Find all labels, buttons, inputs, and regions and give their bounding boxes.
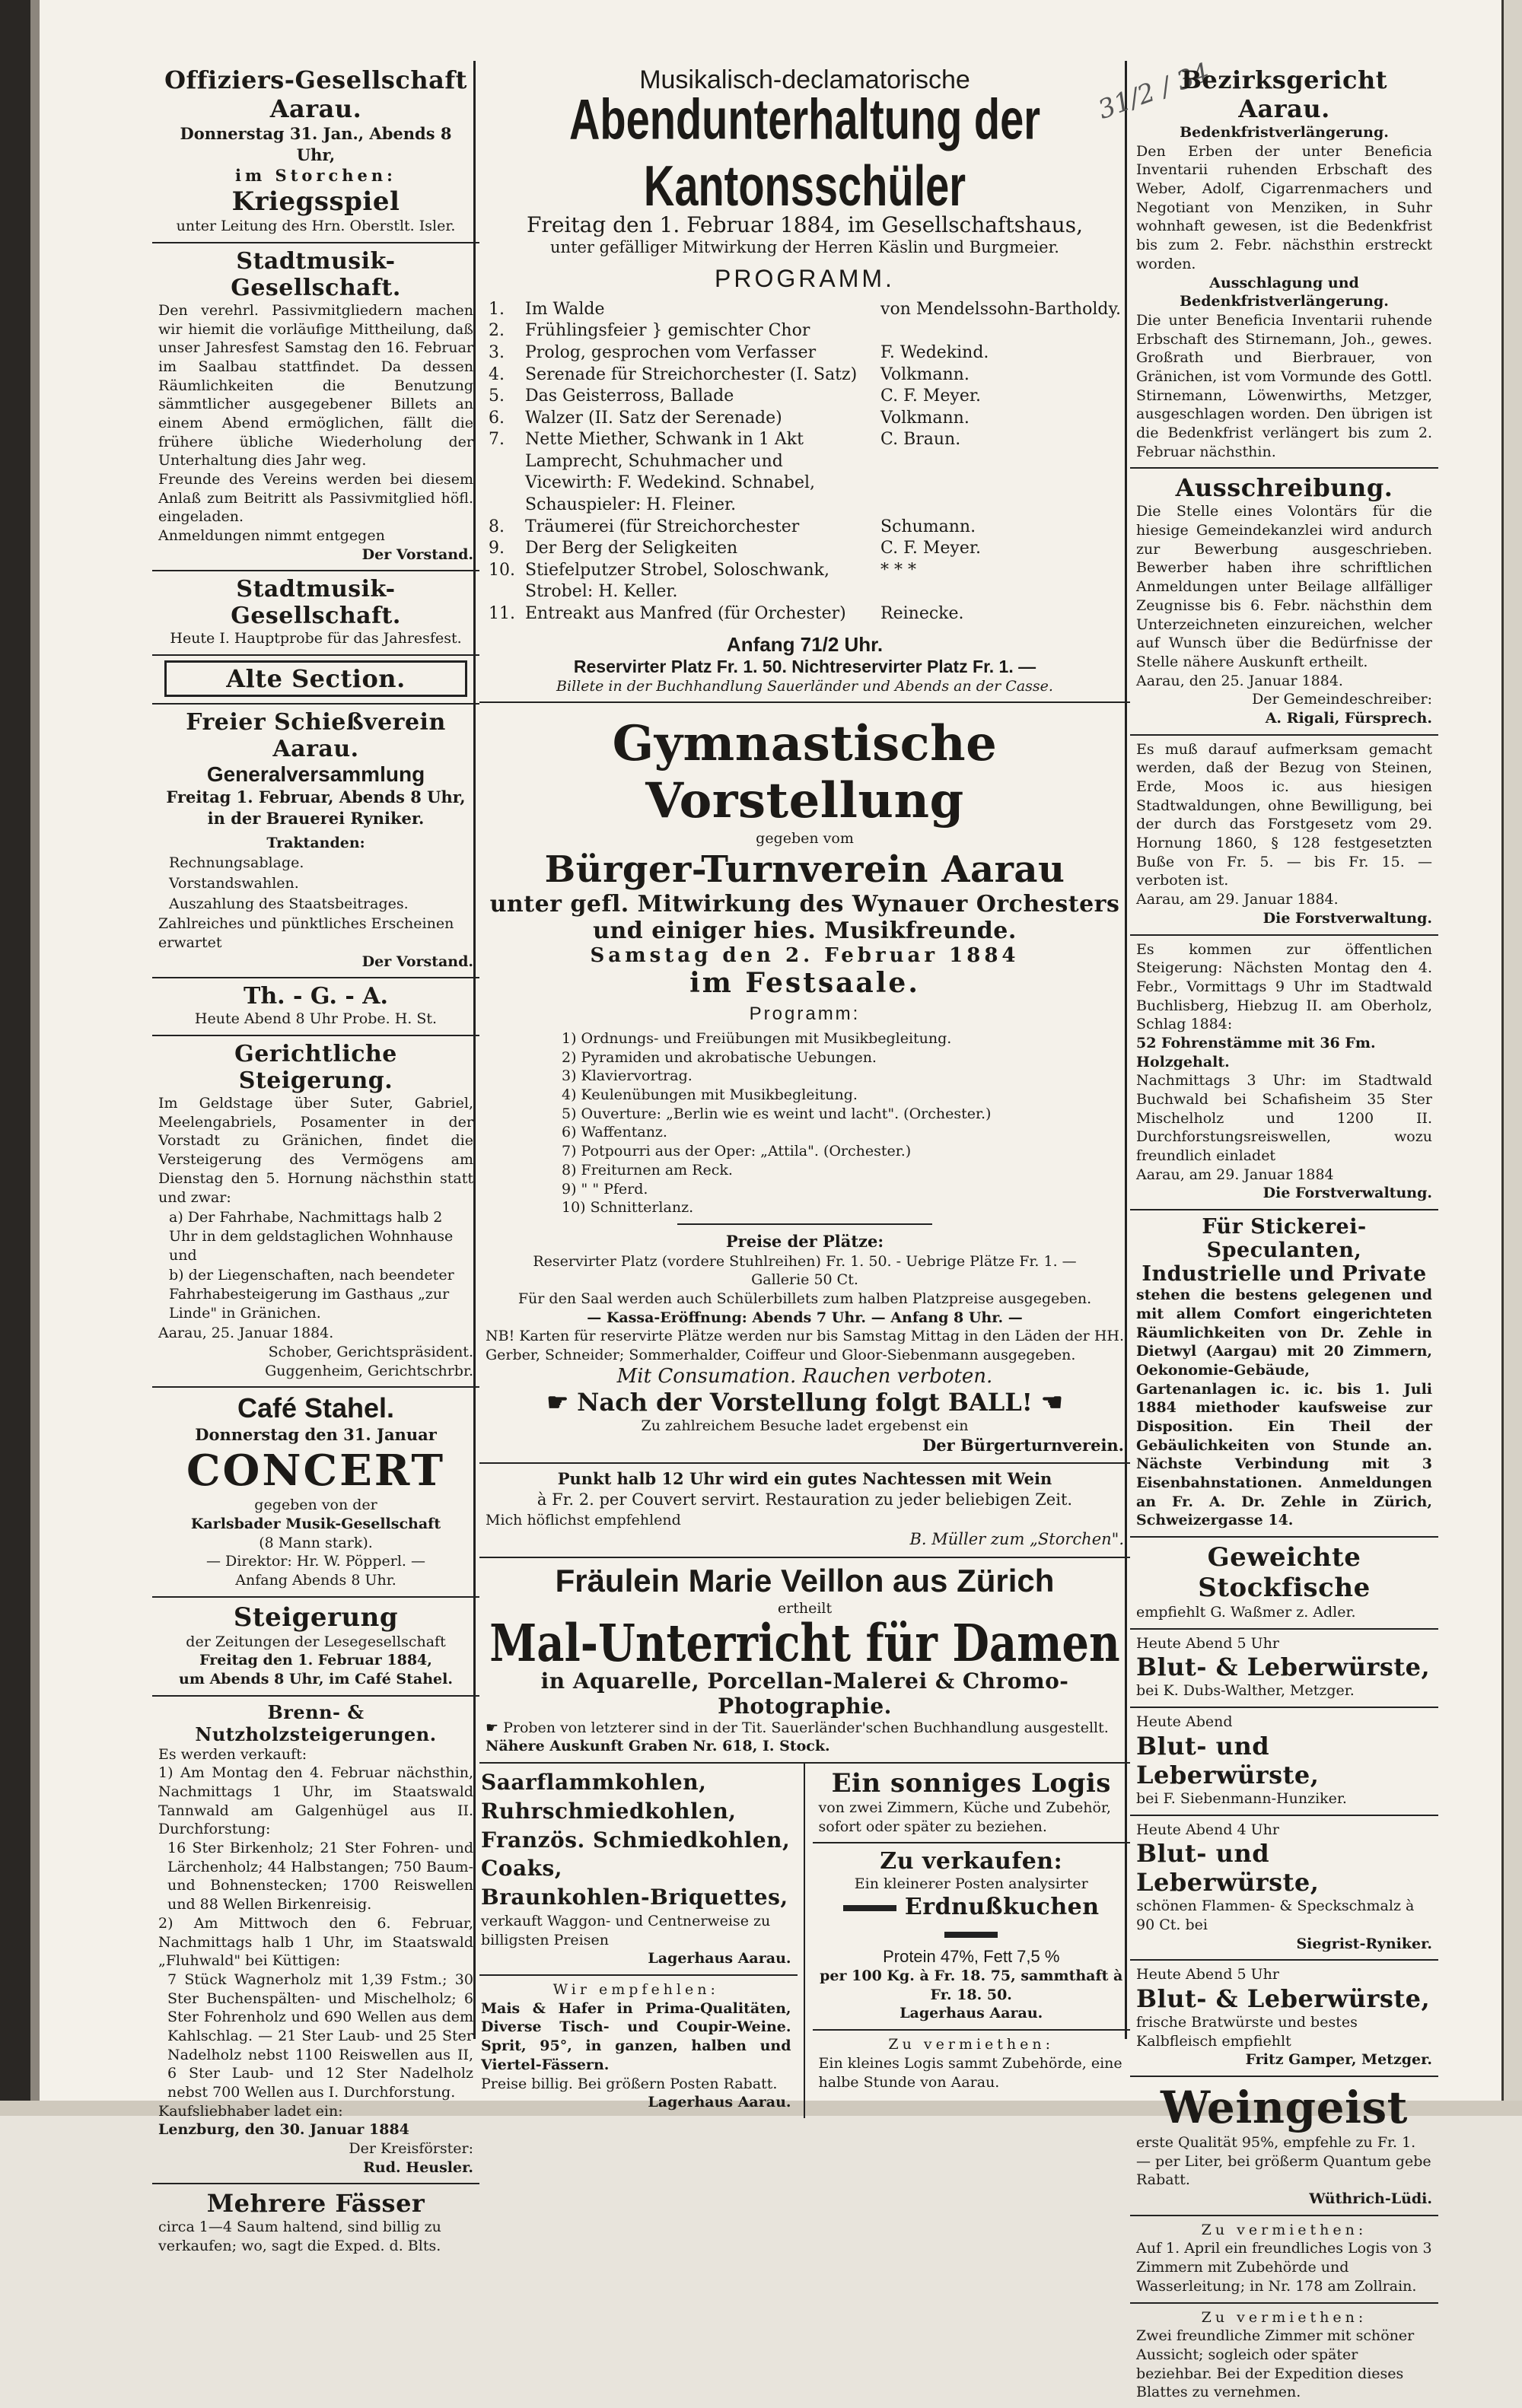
ad-line: im Festsaale. <box>689 967 920 999</box>
ad-head: Zu vermiethen: <box>1201 2308 1368 2326</box>
program-row <box>486 429 1124 451</box>
program-author: F. Wedekind. <box>880 342 989 362</box>
ad-body: Freunde des Vereins werden bei diesem Anlaß zum Beitritt als Passivmitglied höfl. eingeladen. <box>158 471 473 526</box>
ad-blutwurst-4 <box>1130 1961 1438 2077</box>
ad-title: Ein sonniges Logis <box>831 1768 1111 1799</box>
ad-line: im Storchen: <box>235 166 396 186</box>
program-item: 4) Keulenübungen mit Musikbegleitung. <box>562 1086 858 1104</box>
rule-mark <box>843 1905 896 1911</box>
ad-signature: Die Forstverwaltung. <box>1262 909 1432 927</box>
ad-date: Aarau, am 29. Januar 1884 <box>1136 1166 1334 1183</box>
program-title: Walzer (II. Satz der Serenade) <box>525 408 782 428</box>
ad-title: Offiziers-Gesellschaft Aarau. <box>164 65 467 123</box>
ad-body: Anmeldungen nimmt entgegen <box>158 527 385 545</box>
program-author: C. F. Meyer. <box>880 539 981 558</box>
ad-line: Donnerstag 31. Jan., Abends 8 Uhr, <box>180 124 452 164</box>
ad-body: Zwei freundliche Zimmer mit schöner Aussicht; sogleich oder später beziehbar. Bei der Expedition dieses Blattes zu vernehmen. <box>1136 2327 1415 2401</box>
program-author: C. F. Meyer. <box>880 386 981 406</box>
left-column <box>152 61 479 2262</box>
ad-signature: Siegrist-Ryniker. <box>1296 1935 1432 1952</box>
ad-erdnuss <box>813 1843 1131 2031</box>
ad-alte-section <box>152 656 479 705</box>
ad-signature: Die Forstverwaltung. <box>1262 1185 1432 1202</box>
ad-line: Anfang Abends 8 Uhr. <box>235 1571 396 1589</box>
ad-storchen <box>479 1464 1130 1558</box>
ad-line: Preise der Plätze: <box>725 1231 884 1251</box>
ad-body: Es kommen zur öffentlichen Steigerung: Nächsten Montag den 4. Febr., Vormittags 9 Uhr im Stadtwald Buchlisberg, Hiebzug II. am Oberholz, Schlag 1884: <box>1136 940 1432 1033</box>
ad-head: Bürger-Turnverein Aarau <box>544 848 1065 891</box>
ad-body: Es werden verkauft: <box>158 1745 307 1763</box>
ad-line: à Fr. 2. per Couvert servirt. Restauration zu jeder beliebigen Zeit. <box>537 1490 1073 1509</box>
ad-body: frische Bratwürste und bestes Kalbfleisch empfiehlt <box>1136 2013 1358 2050</box>
ad-title: Fräulein Marie Veillon aus Zürich <box>555 1562 1055 1598</box>
ad-note <box>486 1719 1124 1738</box>
ad-signature: Der Kreisförster: <box>349 2140 473 2158</box>
ad-title: Blut- und Leberwürste, <box>1136 1839 1320 1897</box>
small-ads-block <box>479 1764 1130 2118</box>
ad-body: Es muß darauf aufmerksam gemacht werden, daß der Bezug von Steinen, Erde, Moos ic. aus hiesigen Stadtwaldungen, ohne Bewilligung, bei der durch das Forstgesetz vom 29. Hornung 1860, § 128 festgesetzten Buße von Fr. 5. — bis Fr. 15. — verboten ist. <box>1136 740 1432 889</box>
program-number: 7. <box>489 430 505 450</box>
program-list <box>562 1029 1124 1217</box>
program-number <box>486 451 522 517</box>
ad-date: Aarau, 25. Januar 1884. <box>158 1325 334 1342</box>
ad-head: Erdnußkuchen <box>904 1894 1100 1921</box>
ad-signature: Lagerhaus Aarau. <box>648 1950 791 1967</box>
ad-body: 52 Fohrenstämme mit 36 Fm. Holzgehalt. <box>1136 1034 1376 1070</box>
ad-signature: A. Rigali, Fürsprech. <box>1265 709 1432 727</box>
program-row <box>486 386 1124 408</box>
ad-body: circa 1—4 Saum haltend, sind billig zu verkaufen; wo, sagt die Exped. d. Blts. <box>158 2219 441 2255</box>
ad-offiziers <box>152 61 479 243</box>
ad-body: Zahlreiches und pünktliches Erscheinen erwartet <box>158 915 454 952</box>
ad-vermiethen-1 <box>1130 2216 1438 2304</box>
ad-line: gegeben von der <box>254 1497 377 1514</box>
ad-signature: Lagerhaus Aarau. <box>900 2005 1043 2022</box>
ad-title: Blut- & Leberwürste, <box>1136 1653 1431 1682</box>
ad-body: Kaufsliebhaber ladet ein: <box>158 2102 343 2120</box>
program-row <box>486 603 1124 625</box>
ad-signature: bei K. Dubs-Walther, Metzger. <box>1136 1682 1355 1700</box>
ad-line: Freitag den 1. Februar 1884, <box>199 1652 432 1669</box>
ad-signature: bei F. Siebenmann-Hunziker. <box>1136 1789 1347 1807</box>
ad-line: in der Brauerei Ryniker. <box>207 808 425 828</box>
ad-pre: Heute Abend 5 Uhr <box>1136 1966 1279 1983</box>
ad-signature: Der Gemeindeschreiber: <box>1252 691 1432 708</box>
ad-line: Billete in der Buchhandlung Sauerländer und Abends an der Casse. <box>556 677 1053 695</box>
program-row <box>486 364 1124 386</box>
program-number: 11. <box>489 604 515 624</box>
ad-title: Blut- und Leberwürste, <box>1136 1731 1320 1789</box>
ad-gerichtliche-steigerung <box>152 1036 479 1388</box>
ad-holzsteigerung <box>152 1697 479 2185</box>
ad-line: Traktanden: <box>266 834 365 851</box>
ad-title: Stadtmusik-Gesellschaft. <box>231 576 401 630</box>
ad-line: Anfang 71/2 Uhr. <box>726 632 884 656</box>
ad-line: unter Leitung des Hrn. Oberstlt. Isler. <box>176 218 456 235</box>
program-item: 7) Potpourri aus der Oper: „Attila". (Orchester.) <box>562 1143 912 1160</box>
divider <box>677 1223 933 1225</box>
program-title: Träumerei (für Streichorchester <box>525 517 800 536</box>
ad-line: Punkt halb 12 Uhr wird ein gutes Nachtessen mit Wein <box>557 1469 1052 1489</box>
ad-body: Den verehrl. Passivmitgliedern machen wir hiemit die vorläufige Mittheilung, daß unser Jahresfest Samstag den 16. Februar im Saalbau stattfindet. Da dessen Räumlichkeiten die Benutzung sämmtlicher ausgegebener Billets an einem Abend ermöglichen, fällt die frühere übliche Wiederholung der Unterhaltung dies Jahr weg. <box>158 301 473 469</box>
ad-body: Im Geldstage über Suter, Gabriel, Meelengabriels, Posamenter in der Vorstadt zu Gränichen, findet die Versteigerung des Vermögens am Dienstag den 5. Hornung nächsthin statt und zwar: <box>158 1095 473 1206</box>
program-row <box>486 299 1124 321</box>
ad-title: Zu verkaufen: <box>880 1848 1063 1875</box>
ad-signature: Lagerhaus Aarau. <box>648 2094 791 2111</box>
pointing-hand-icon: ☛ <box>486 1719 504 1736</box>
middle-column <box>479 61 1130 2118</box>
ad-pre: Musikalisch-declamatorische <box>639 65 970 94</box>
ad-line: Für den Saal werden auch Schülerbillets zum halben Platzpreise ausgegeben. <box>517 1290 1092 1307</box>
ad-line: ertheilt <box>777 1599 833 1617</box>
ad-date: Aarau, den 25. Januar 1884. <box>1136 672 1343 689</box>
ad-line: Reservirter Platz (vordere Stuhlreihen) Fr. 1. 50. - Uebrige Plätze Fr. 1. — <box>533 1252 1077 1270</box>
program-number: 4. <box>489 364 505 384</box>
ad-title: Stadtmusik-Gesellschaft. <box>231 247 401 301</box>
ad-body: verkauft Waggon- und Centnerweise zu billigsten Preisen <box>481 1913 771 1948</box>
binding-gutter <box>0 0 30 2116</box>
ad-head: Bedenkfristverlängerung. <box>1180 124 1389 141</box>
ad-line: Heute Abend 8 Uhr Probe. H. St. <box>194 1010 438 1028</box>
ad-body: Nachmittags 3 Uhr: im Stadtwald Buchwald bei Schafisheim 35 Ster Mischelholz und 1200 II. Durchforstungsreiswellen, wozu freundlich einladet <box>1136 1072 1432 1165</box>
program-item: 8) Freiturnen am Reck. <box>562 1161 733 1179</box>
ad-line: gegeben vom <box>756 830 854 848</box>
program-title: Im Walde <box>525 299 605 319</box>
ad-title: Gerichtliche Steigerung. <box>234 1041 397 1095</box>
ad-body: Ein kleines Logis sammt Zubehörde, eine halbe Stunde von Aarau. <box>818 2054 1122 2091</box>
program-author <box>877 320 1124 342</box>
ad-title: Mehrere Fässer <box>206 2189 425 2219</box>
ad-title: Abendunterhaltung der Kantonsschüler <box>568 86 1041 218</box>
program-row <box>486 342 1124 364</box>
ad-signature: Der Vorstand. <box>361 546 473 563</box>
program-author: Schumann. <box>880 517 976 536</box>
ad-title: Alte Section. <box>164 660 468 697</box>
ad-ausschreibung <box>1130 469 1438 735</box>
ad-title: Ausschreibung. <box>1175 473 1393 503</box>
program-author: von Mendelssohn-Bartholdy. <box>880 299 1121 319</box>
ad-veillon <box>479 1558 1130 1764</box>
ad-pre: Heute Abend <box>1136 1713 1233 1731</box>
ad-forst-2 <box>1130 936 1438 1211</box>
program-number: 5. <box>489 386 505 406</box>
program-row <box>486 451 1124 517</box>
program-title: Nette Miether, Schwank in 1 Akt <box>525 430 804 450</box>
ad-title: Th. - G. - A. <box>244 983 388 1010</box>
ad-body: Preise billig. Bei größern Posten Rabatt. <box>481 2075 778 2092</box>
ad-line: Samstag den 2. Februar 1884 <box>590 944 1020 967</box>
program-heading: Programm: <box>749 1004 861 1024</box>
program-heading: PROGRAMM. <box>715 264 895 292</box>
ad-cafe-stahel <box>152 1388 479 1597</box>
ad-line: Mich höflichst empfehlend <box>486 1511 681 1528</box>
ad-kohlen <box>479 1764 798 1976</box>
program-item: 6) Waffentanz. <box>562 1124 667 1141</box>
program-title: Stiefelputzer Strobel, Soloschwank, Strobel: H. Keller. <box>525 560 829 602</box>
program-number: 3. <box>489 342 505 362</box>
program-number: 6. <box>489 408 505 428</box>
list-item: b) der Liegenschaften, nach beendeter Fahrhabesteigerung im Gasthaus „zur Linde" in Gränichen. <box>169 1267 454 1322</box>
ad-head: Generalversammlung <box>206 762 425 787</box>
program-author: Volkmann. <box>880 364 970 384</box>
ad-line: Freitag den 1. Februar 1884, im Gesellschaftshaus, <box>527 212 1083 237</box>
list-item: a) Der Fahrhabe, Nachmittags halb 2 Uhr in dem geldstaglichen Wohnhause und <box>169 1209 454 1264</box>
ad-blutwurst-1 <box>1130 1630 1438 1708</box>
ad-line: um Abends 8 Uhr, im Café Stahel. <box>179 1670 453 1688</box>
ad-note-text: Proben von letzterer sind in der Tit. Sauerländer'schen Buchhandlung ausgestellt. <box>503 1719 1109 1736</box>
program-author: * * * <box>880 560 917 580</box>
ad-body: stehen die bestens gelegenen und mit allem Comfort eingerichteten Räumlichkeiten von Dr. Zehle in Dietwyl (Aargau) mit 20 Zimmern, Oekonomie-Gebäude, Gartenanlagen ic. ic. bis 1. Juli 1884 miethoder kaufsweise zur Disposition. Ein Theil der Gebäulichkeiten von Stunde an. Nächste Verbindung mit 3 Eisenbahnstationen. Anmeldungen an Fr. A. Dr. Zehle in Zürich, Schweizergasse 14. <box>1136 1287 1432 1529</box>
ad-body: Auf 1. April ein freundliches Logis von 3 Zimmern mit Zubehörde und Wasserleitung; in Nr. 178 am Zollrain. <box>1136 2240 1432 2295</box>
program-item: 2) Pyramiden und akrobatische Uebungen. <box>562 1048 877 1066</box>
program-item: 9) " " Pferd. <box>562 1180 648 1198</box>
program-number: 10. <box>489 560 515 580</box>
ad-line: Freitag 1. Februar, Abends 8 Uhr, <box>166 787 466 807</box>
ad-head: Zu vermiethen: <box>1201 2221 1368 2238</box>
ad-body: 7 Stück Wagnerholz mit 1,39 Fstm.; 30 Ster Buchenspälten- und Mischelholz; 6 Ster Fohrenholz und 690 Wellen aus dem Kahlschlag. — 21 Ster Laub- und 25 Ster Nadelholz nebst 1100 Reiswellen aus II, 6 Ster Laub- und 12 Ster Nadelholz nebst 700 Wellen aus I. Durchforstung. <box>167 1971 473 2101</box>
ad-body: erste Qualität 95%, empfehle zu Fr. 1. — per Liter, bei größerm Quantum gebe Rabatt. <box>1136 2134 1431 2189</box>
ad-signature: empfiehlt G. Waßmer z. Adler. <box>1136 1604 1356 1621</box>
ad-ball-line <box>486 1388 1124 1417</box>
ad-vermiethen-mid <box>813 2031 1131 2098</box>
program-item: 5) Ouverture: „Berlin wie es weint und lacht". (Orchester.) <box>562 1105 992 1122</box>
ad-title: Für Stickerei-Speculanten, Industrielle und Private <box>1142 1215 1427 1287</box>
ad-date: Lenzburg, den 30. Januar 1884 <box>158 2121 409 2139</box>
list-item: Braunkohlen-Briquettes, <box>481 1885 788 1910</box>
ad-title: Café Stahel. <box>237 1392 395 1424</box>
ad-signature: Schober, Gerichtspräsident. <box>268 1344 473 1361</box>
list-item: Auszahlung des Staatsbeitrages. <box>169 895 409 912</box>
ad-line: Protein 47%, Fett 7,5 % <box>883 1947 1060 1967</box>
program-title: Das Geisterross, Ballade <box>525 386 734 406</box>
ad-stadtmusik-2 <box>152 571 479 656</box>
ad-head: Zu vermiethen: <box>888 2036 1055 2053</box>
ad-ball-text: Nach der Vorstellung folgt BALL! <box>577 1387 1033 1417</box>
program-author: C. Braun. <box>880 430 961 450</box>
ad-line: Nähere Auskunft Graben Nr. 618, I. Stock. <box>486 1738 830 1755</box>
program-row <box>486 538 1124 560</box>
ad-line: (8 Mann stark). <box>259 1534 373 1551</box>
ad-bezirksgericht <box>1130 61 1438 469</box>
right-column <box>1130 61 1438 2408</box>
ad-gymnastische-vorstellung <box>479 703 1130 1464</box>
rule-mark <box>944 1932 998 1938</box>
ad-signature: Rud. Heusler. <box>363 2158 473 2176</box>
ad-line: — Direktor: Hr. W. Pöpperl. — <box>206 1553 425 1570</box>
ad-head: Wir empfehlen: <box>552 1981 719 1999</box>
ad-forst-1 <box>1130 736 1438 936</box>
ad-mais <box>479 1976 798 2118</box>
ad-line: unter gefl. Mitwirkung des Wynauer Orchesters und einiger hies. Musikfreunde. <box>489 891 1120 944</box>
ad-head: Kriegsspiel <box>231 186 400 218</box>
program-title: Der Berg der Seligkeiten <box>525 539 738 558</box>
ad-body: 1) Am Montag den 4. Februar nächsthin, Nachmittags 1 Uhr, im Staatswald Tannwald am Galgenhügel aus II. Durchforstung: <box>158 1764 473 1838</box>
list-item: Rechnungsablage. <box>169 854 304 872</box>
ad-steigerung-zeitungen <box>152 1598 479 1697</box>
program-table <box>486 299 1124 625</box>
ad-date: Aarau, am 29. Januar 1884. <box>1136 891 1339 908</box>
program-number: 2. <box>489 321 505 341</box>
program-title: Serenade für Streichorchester (I. Satz) <box>525 364 858 384</box>
ad-title: Blut- & Leberwürste, <box>1136 1983 1431 2013</box>
program-number: 8. <box>489 517 505 536</box>
ad-title: Geweichte Stockfische <box>1198 1542 1371 1604</box>
program-author: Reinecke. <box>880 604 964 624</box>
ad-title: Weingeist <box>1161 2082 1408 2133</box>
ad-weingeist <box>1130 2077 1438 2216</box>
ad-line: Mit Consumation. Rauchen verboten. <box>616 1364 993 1388</box>
ad-signature: Fritz Gamper, Metzger. <box>1245 2051 1432 2069</box>
ad-head: CONCERT <box>186 1446 446 1497</box>
program-number: 9. <box>489 539 505 558</box>
ad-head-row <box>819 1894 1125 1947</box>
ad-signature: Guggenheim, Gerichtschrbr. <box>265 1362 473 1379</box>
ad-title: Gymnastische Vorstellung <box>612 715 998 830</box>
ad-abendunterhaltung <box>479 61 1130 703</box>
ad-signature: B. Müller zum „Storchen". <box>909 1530 1124 1549</box>
program-title: Prolog, gesprochen vom Verfasser <box>525 342 817 362</box>
handwritten-marginalia: 31/2 / 34 <box>1094 57 1214 126</box>
program-row <box>486 517 1124 539</box>
ad-stockfische <box>1130 1538 1438 1630</box>
ad-head: Mal-Unterricht für Damen <box>489 1613 1120 1674</box>
program-item: 10) Schnitterlanz. <box>562 1199 694 1217</box>
ad-title: Freier Schießverein Aarau. <box>186 709 446 763</box>
ad-line: in Aquarelle, Porcellan-Malerei & Chromo-Photographie. <box>540 1668 1069 1719</box>
ad-line: per 100 Kg. à Fr. 18. 75, sammthaft à Fr. 18. 50. <box>820 1967 1123 2003</box>
ad-blutwurst-2 <box>1130 1708 1438 1815</box>
program-row <box>486 320 1124 342</box>
ad-line: Karlsbader Musik-Gesellschaft <box>190 1515 441 1532</box>
ad-body: 2) Am Mittwoch den 6. Februar, Nachmittags halb 1 Uhr, im Staatswald „Fluhwald" bei Küttigen: <box>158 1914 473 1970</box>
program-author <box>877 451 1124 517</box>
ad-schiessverein <box>152 705 479 978</box>
ad-blutwurst-3 <box>1130 1816 1438 1961</box>
small-ads-left <box>479 1764 805 2118</box>
program-number: 1. <box>489 299 505 319</box>
list-item: Saarflammkohlen, <box>481 1770 707 1796</box>
ad-body: NB! Karten für reservirte Plätze werden nur bis Samstag Mittag in den Läden der HH. Gerber, Schneider; Sommerhalder, Coiffeur und Gloor-Siebenmann ausgegeben. <box>486 1328 1124 1364</box>
ad-body: von zwei Zimmern, Küche und Zubehör, sofort oder später zu beziehen. <box>818 1799 1111 1835</box>
ad-title: Bezirksgericht Aarau. <box>1180 65 1388 123</box>
ad-body: Ein kleinerer Posten analysirter <box>854 1875 1088 1893</box>
binding-shadow <box>30 0 40 2116</box>
small-ads-right <box>805 1764 1131 2118</box>
ad-line: Reservirter Platz Fr. 1. 50. Nichtreservirter Platz Fr. 1. — <box>573 656 1036 676</box>
pointing-hand-icon: ☛ <box>546 1387 578 1417</box>
ad-signature: Wüthrich-Lüdi. <box>1309 2190 1432 2208</box>
ad-body: Die Stelle eines Volontärs für die hiesige Gemeindekanzlei wird andurch zur Bewerbung ausgeschrieben. Bewerber haben ihre schriftlichen Anmeldungen unter Beilage allfälliger Zeugnisse bis 6. Febr. nächsthin dem Unterzeichneten einzureichen, welcher auf Wunsch über die Bedürfnisse der Stelle nähere Auskunft ertheilt. <box>1136 503 1432 670</box>
ad-body: 16 Ster Birkenholz; 21 Ster Fohren- und Lärchenholz; 44 Halbstangen; 750 Baum- und Bohnenstecken; 1700 Reiswellen und 88 Wellen Birkenreisig. <box>167 1840 473 1913</box>
ad-title: Brenn- & Nutzholzsteigerungen. <box>195 1700 437 1745</box>
program-author: Volkmann. <box>880 408 970 428</box>
ad-pre: Heute Abend 5 Uhr <box>1136 1634 1279 1652</box>
ad-line: — Kassa-Eröffnung: Abends 7 Uhr. — Anfang 8 Uhr. — <box>587 1309 1023 1326</box>
program-item: 1) Ordnungs- und Freiübungen mit Musikbegleitung. <box>562 1030 952 1047</box>
ad-body: Den Erben der unter Beneficia Inventarii ruhenden Erbschaft des Weber, Adolf, Cigarrenmachers und Negotiant von Menziken, in Suhr wohnhaft gewesen, ist die Bedenkfrist bis zum 2. Febr. nächsthin erstreckt worden. <box>1136 142 1432 272</box>
ad-line: Donnerstag den 31. Januar <box>195 1425 437 1445</box>
ad-body: Die unter Beneficia Inventarii ruhende Erbschaft des Stirnemann, Joh., gewes. Großrath und Bierbrauer, von Gränichen, ist vom Vormunde des Gottl. Stirnemann, Löwenwirths, Metzger, ausgeschlagen worden. Den übrigen ist die Bedenkfrist verlängert bis zum 2. Februar nächsthin. <box>1136 311 1432 460</box>
program-title: Entreakt aus Manfred (für Orchester) <box>525 604 846 624</box>
pointing-hand-icon: ☚ <box>1032 1387 1063 1417</box>
page-edge-right <box>1501 0 1522 2116</box>
ad-faesser <box>152 2184 479 2261</box>
ad-line: unter gefälliger Mitwirkung der Herren Käslin und Burgmeier. <box>550 238 1059 256</box>
program-row <box>486 408 1124 430</box>
program-title: Frühlingsfeier } gemischter Chor <box>525 321 810 341</box>
ad-stadtmusik-1 <box>152 243 479 572</box>
ad-line: der Zeitungen der Lesegesellschaft <box>186 1633 446 1650</box>
ad-line: Zu zahlreichem Besuche ladet ergebenst ein <box>641 1417 969 1434</box>
ad-tga <box>152 978 479 1036</box>
ad-line: Gallerie 50 Ct. <box>751 1271 858 1289</box>
ad-stickerei <box>1130 1210 1438 1538</box>
program-title: Lamprecht, Schuhmacher und Vicewirth: F. Wedekind. Schnabel, Schauspieler: H. Fleiner. <box>525 451 816 515</box>
program-item: 3) Klaviervortrag. <box>562 1067 693 1085</box>
list-item: Coaks, <box>481 1856 563 1882</box>
program-row <box>486 560 1124 603</box>
list-item: Ruhrschmiedkohlen, <box>481 1798 737 1824</box>
ad-head: Ausschlagung und Bedenkfristverlängerung. <box>1180 274 1389 310</box>
ad-pre: Heute Abend 4 Uhr <box>1136 1821 1279 1838</box>
ad-body: Mais & Hafer in Prima-Qualitäten, Diverse Tisch- und Coupir-Weine. Sprit, 95°, in ganzen, halben und Viertel-Fässern. <box>481 1999 791 2073</box>
ad-logis <box>813 1764 1131 1843</box>
ad-vermiethen-2 <box>1130 2304 1438 2408</box>
list-item: Französ. Schmiedkohlen, <box>481 1827 791 1853</box>
ad-title: Steigerung <box>233 1602 399 1633</box>
list-item: Vorstandswahlen. <box>169 874 299 892</box>
ad-signature: Der Vorstand. <box>361 953 473 970</box>
ad-line: Heute I. Hauptprobe für das Jahresfest. <box>170 630 462 647</box>
ad-body: schönen Flammen- & Speckschmalz à 90 Ct. bei <box>1136 1897 1415 1933</box>
ad-signature: Der Bürgerturnverein. <box>922 1436 1124 1455</box>
